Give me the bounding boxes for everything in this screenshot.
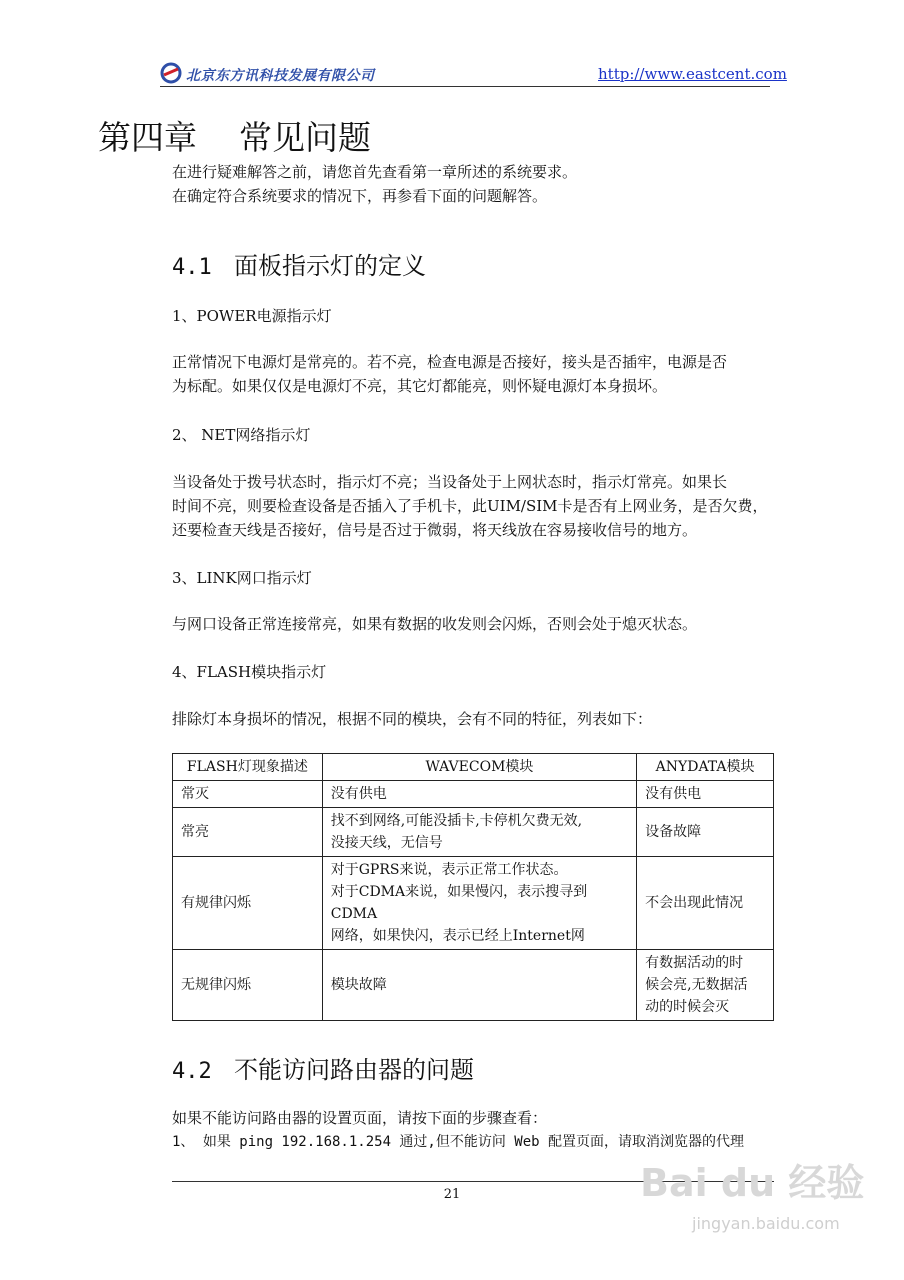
cell-line: 有数据活动的时	[645, 955, 744, 971]
paragraph-line: 时间不亮，则要检查设备是否插入了手机卡，此UIM/SIM卡是否有上网业务，是否欠费，	[172, 497, 768, 515]
table-cell: 常灭	[173, 781, 323, 808]
table-cell	[322, 781, 636, 808]
cell-line: 没有供电	[645, 786, 702, 802]
table-cell	[637, 781, 774, 808]
cell-line: 对于CDMA来说，如果慢闪，表示搜寻到CDMA	[330, 884, 588, 922]
table-cell: 有规律闪烁	[173, 857, 323, 950]
table-cell	[322, 857, 636, 950]
section-heading-4-2	[172, 1050, 474, 1085]
item-heading-net: 2、 NET网络指示灯	[172, 426, 311, 444]
table-cell	[322, 808, 636, 857]
header-divider	[160, 86, 770, 87]
item-heading-flash: 4、FLASH模块指示灯	[172, 663, 327, 681]
company-logo-icon	[160, 62, 182, 84]
intro-line-1: 在进行疑难解答之前，请您首先查看第一章所述的系统要求。	[172, 163, 578, 181]
table-cell: 常亮	[173, 808, 323, 857]
cell-line: 找不到网络,可能没插卡,卡停机欠费无效,	[330, 813, 583, 829]
cell-line: 不会出现此情况	[645, 895, 744, 911]
section-title: 面板指示灯的定义	[234, 252, 426, 280]
table-header-row	[173, 754, 774, 781]
item-heading-power: 1、POWER电源指示灯	[172, 307, 332, 325]
flash-led-table	[172, 753, 774, 1021]
header-url-link[interactable]: http://www.eastcent.com	[598, 65, 787, 83]
cell-line: 候会亮,无数据活	[645, 977, 748, 993]
paragraph-line: 为标配。如果仅仅是电源灯不亮，其它灯都能亮，则怀疑电源灯本身损坏。	[172, 377, 668, 395]
chapter-name: 常见问题	[239, 118, 371, 157]
section-heading-4-1	[172, 246, 426, 281]
cell-line: 没有供电	[330, 786, 387, 802]
section-number: 4.1	[172, 255, 212, 280]
paragraph-line: 正常情况下电源灯是常亮的。若不亮，检查电源是否接好，接头是否插牢，电源是否	[172, 353, 728, 371]
table-cell: 无规律闪烁	[173, 950, 323, 1021]
paragraph-line: 当设备处于拨号状态时，指示灯不亮；当设备处于上网状态时，指示灯常亮。如果长	[172, 473, 728, 491]
column-header: WAVECOM模块	[322, 754, 636, 781]
baidu-watermark-logo: Bai du 经验	[640, 1161, 865, 1205]
table-cell	[322, 950, 636, 1021]
table-row	[173, 781, 774, 808]
table-cell	[637, 950, 774, 1021]
paragraph-line: 与网口设备正常连接常亮，如果有数据的收发则会闪烁，否则会处于熄灭状态。	[172, 615, 698, 633]
page-number: 21	[443, 1187, 461, 1202]
cell-line: 网络，如果快闪，表示已经上Internet网	[330, 928, 585, 944]
paragraph-line: 还要检查天线是否接好，信号是否过于微弱，将天线放在容易接收信号的地方。	[172, 521, 698, 539]
item-heading-link: 3、LINK网口指示灯	[172, 569, 312, 587]
table-cell	[637, 857, 774, 950]
cell-line: 动的时候会灭	[645, 999, 730, 1015]
paragraph-line: 1、 如果 ping 192.168.1.254 通过,但不能访问 Web 配置页面，请取消浏览器的代理	[172, 1134, 745, 1150]
baidu-watermark-url: jingyan.baidu.com	[692, 1214, 840, 1233]
cell-line: 设备故障	[645, 824, 702, 840]
chapter-title	[98, 112, 371, 159]
table-row	[173, 808, 774, 857]
column-header: ANYDATA模块	[637, 754, 774, 781]
section-title: 不能访问路由器的问题	[234, 1056, 474, 1084]
cell-line: 没接天线，无信号	[330, 835, 443, 851]
table-row	[173, 950, 774, 1021]
chapter-number: 第四章	[98, 118, 197, 157]
section-number: 4.2	[172, 1059, 212, 1084]
intro-line-2: 在确定符合系统要求的情况下，再参看下面的问题解答。	[172, 187, 548, 205]
column-header: FLASH灯现象描述	[173, 754, 323, 781]
cell-line: 对于GPRS来说，表示正常工作状态。	[330, 862, 568, 878]
table-row	[173, 857, 774, 950]
cell-line: 模块故障	[330, 977, 387, 993]
paragraph-line: 排除灯本身损坏的情况，根据不同的模块，会有不同的特征，列表如下：	[172, 710, 653, 728]
company-name: 北京东方讯科技发展有限公司	[186, 68, 375, 84]
paragraph-line: 如果不能访问路由器的设置页面，请按下面的步骤查看：	[172, 1109, 548, 1127]
table-cell	[637, 808, 774, 857]
